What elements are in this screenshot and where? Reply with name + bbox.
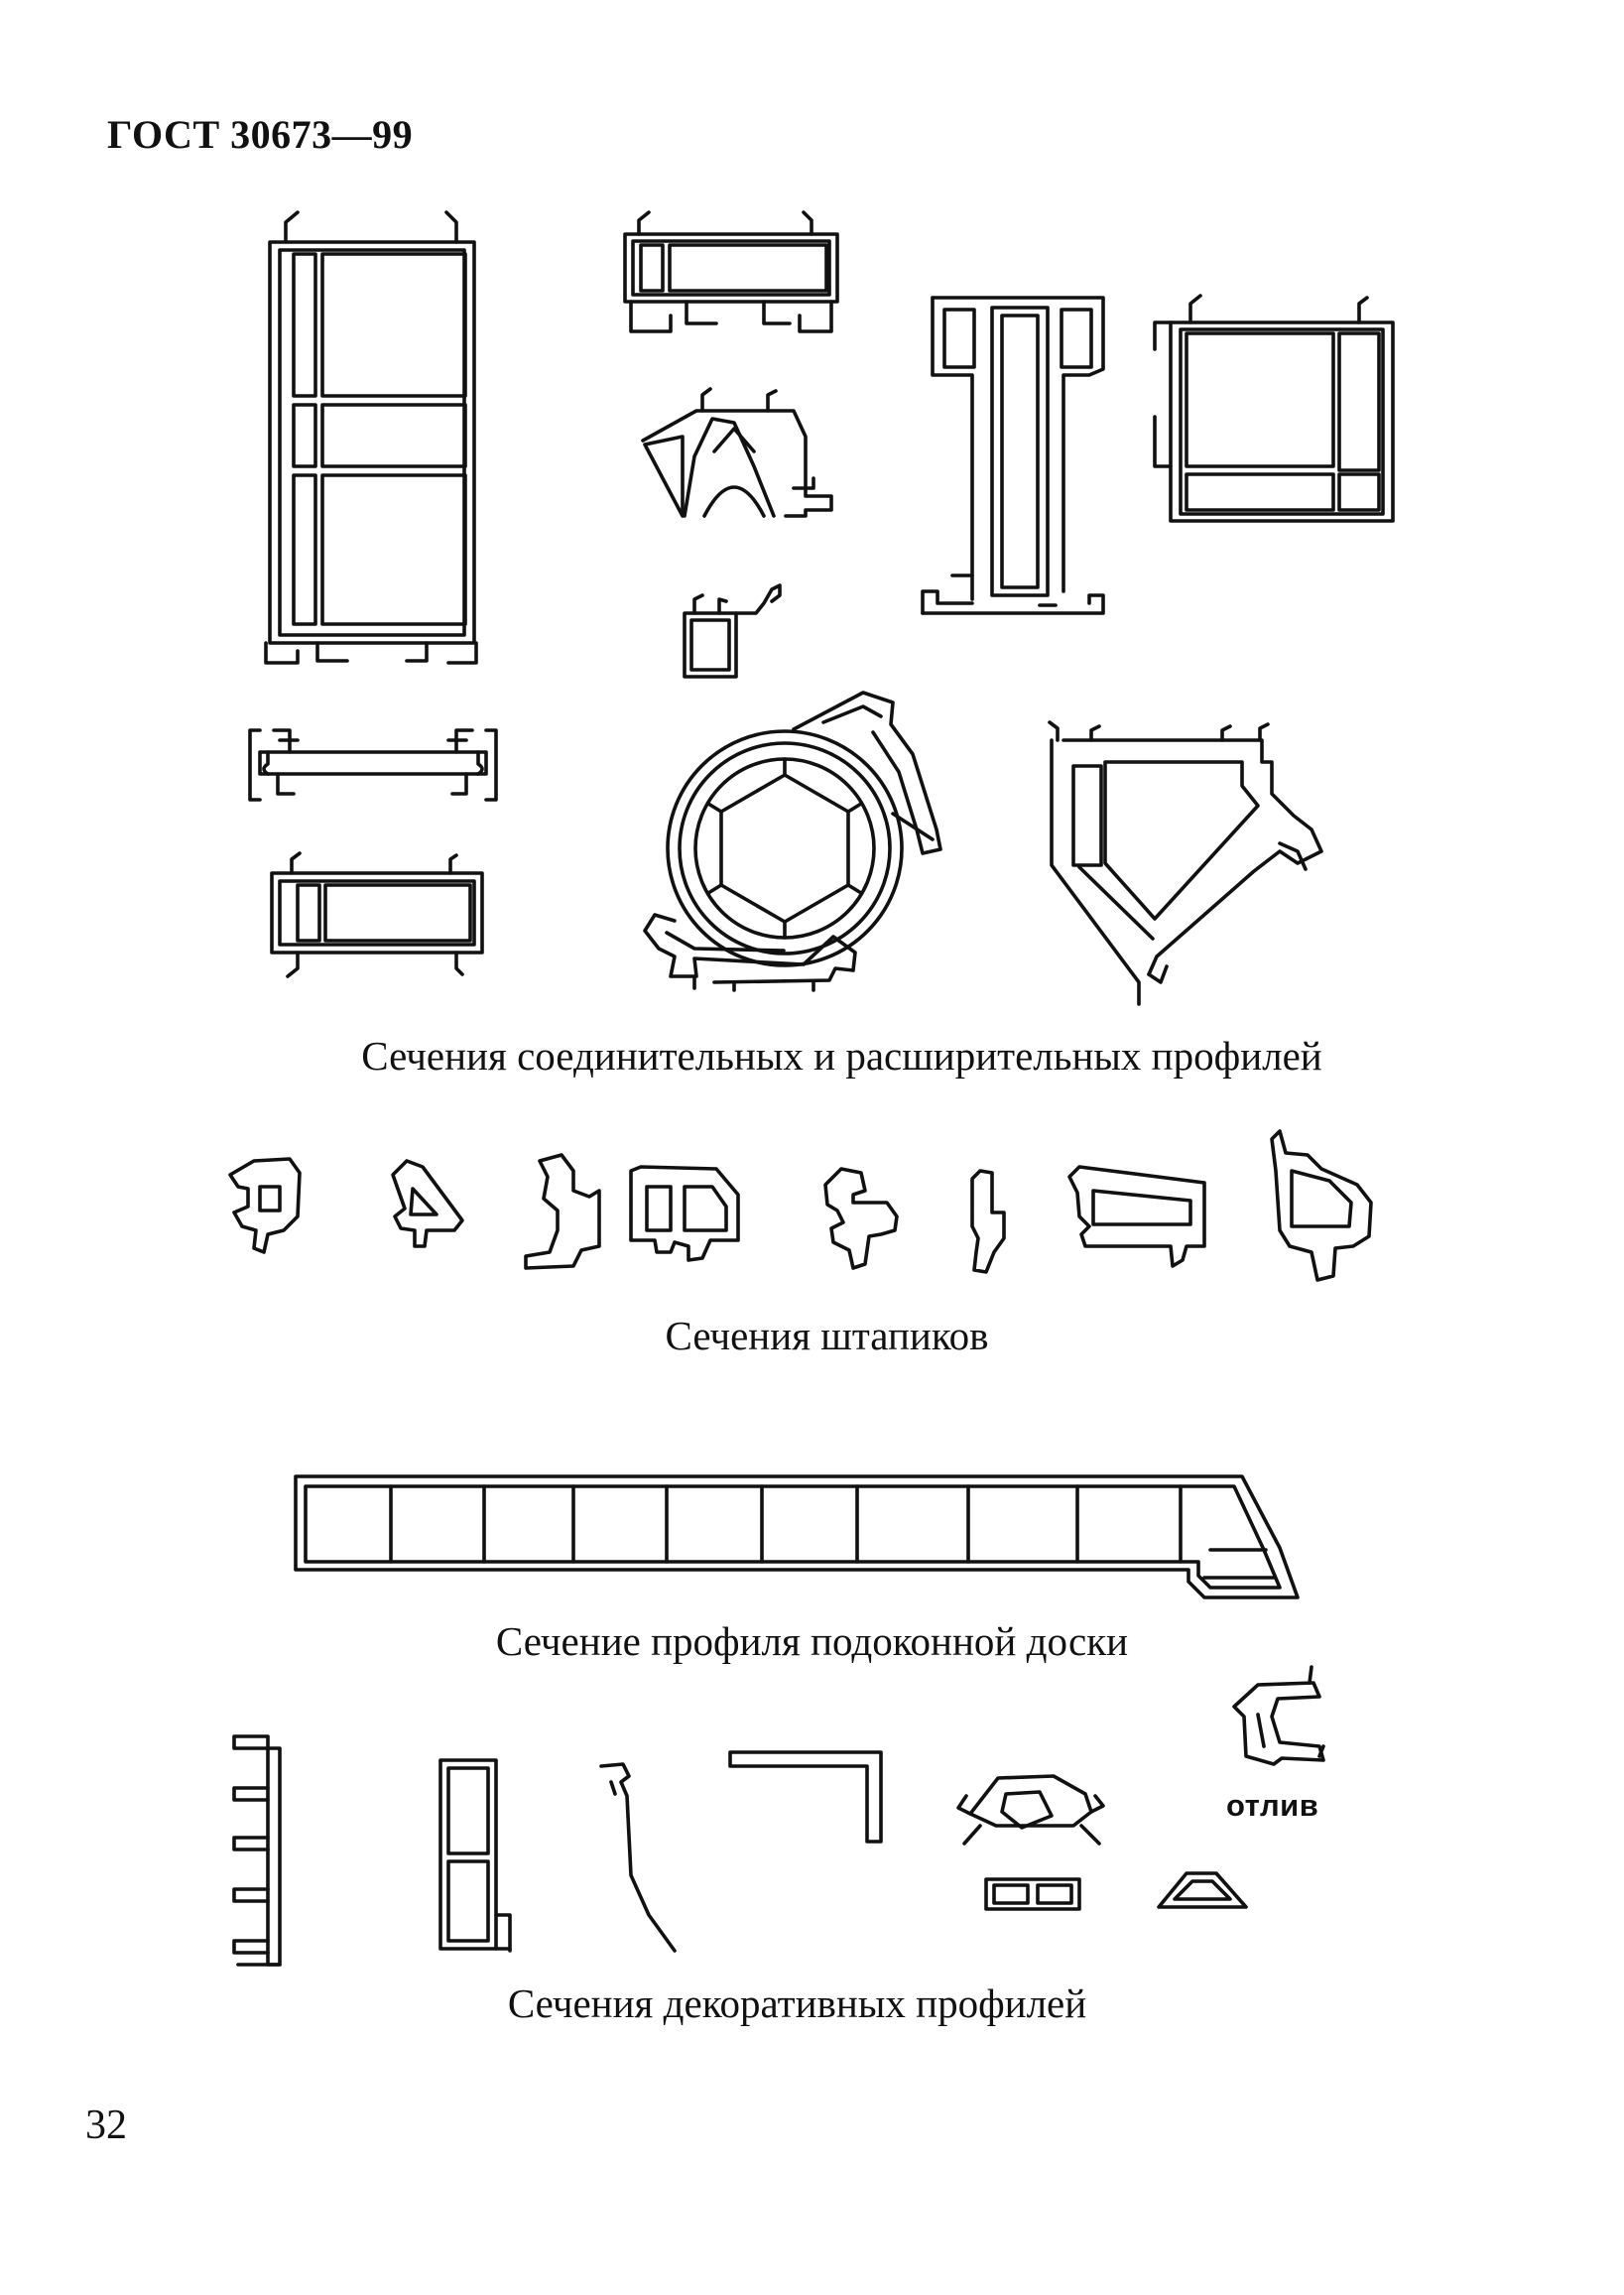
trapezoid-profile-icon	[1159, 1873, 1246, 1907]
glazing-bead-7-icon	[1069, 1167, 1204, 1266]
comb-profile-icon	[234, 1736, 280, 1965]
obtuse-corner-profile-icon	[1050, 722, 1321, 1004]
expansion-profile-icon	[250, 730, 496, 800]
drip-profile-icon	[1234, 1667, 1323, 1764]
glazing-beads-caption: Сечения штапиков	[665, 1313, 989, 1358]
page-number: 32	[85, 2103, 127, 2148]
decorative-profiles-caption: Сечения декоративных профилей	[507, 1980, 1087, 2026]
corner-coupling-profile-icon	[1155, 296, 1393, 521]
glazing-bead-4-icon	[631, 1167, 738, 1260]
window-sill-section-drawing	[296, 1476, 1298, 1597]
small-coupling-profile-icon	[685, 585, 780, 677]
angle-profile-icon	[730, 1752, 881, 1842]
small-double-box-profile-icon	[986, 1879, 1079, 1909]
circular-coupling-profile-icon	[645, 693, 940, 990]
document-header: ГОСТ 30673—99	[107, 112, 414, 157]
connecting-profile-sections-drawing	[250, 212, 1393, 1004]
glazing-bead-5-icon	[825, 1169, 897, 1268]
curved-trim-profile-icon	[601, 1764, 675, 1951]
window-sill-caption: Сечение профиля подоконной доски	[495, 1618, 1129, 1664]
hexagonal-cover-profile-icon	[958, 1776, 1103, 1844]
glazing-bead-6-icon	[972, 1171, 1004, 1272]
t-coupling-profile-icon	[923, 298, 1103, 613]
angled-coupling-profile-icon	[643, 389, 831, 516]
flat-coupling-profile-icon	[625, 212, 837, 331]
connecting-profiles-caption: Сечения соединительных и расширительных профилей	[361, 1033, 1322, 1079]
glazing-bead-2-icon	[393, 1161, 462, 1246]
glazing-bead-1-icon	[230, 1159, 300, 1252]
glazing-bead-sections-drawing	[230, 1131, 1371, 1280]
glazing-bead-8-icon	[1272, 1131, 1371, 1280]
double-box-profile-icon	[440, 1760, 510, 1951]
decorative-profile-sections-drawing	[234, 1667, 1323, 1965]
drip-label: отлив	[1226, 1788, 1319, 1823]
tall-coupling-profile-icon	[266, 212, 476, 663]
narrow-expansion-profile-icon	[272, 853, 482, 976]
glazing-bead-3-icon	[526, 1155, 599, 1268]
